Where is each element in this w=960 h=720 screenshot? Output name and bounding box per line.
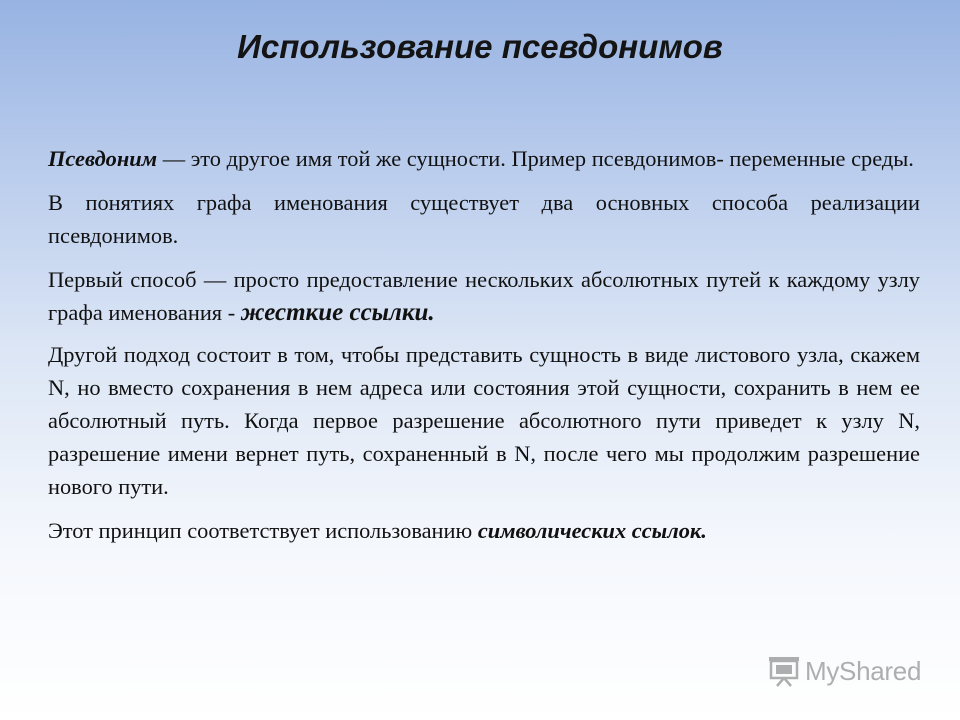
slide-title: Использование псевдонимов [237,28,723,65]
hard-links-period: . [428,299,435,326]
paragraph-symbolic-links [48,514,920,547]
watermark-logo [767,655,921,687]
paragraph-methods-text: В понятиях графа именования существует два основных способа реализации псевдонимов. [48,190,920,248]
paragraph-hard-links [48,263,920,329]
paragraph-hard-links-text: Первый способ — просто предоставление нескольких абсолютных путей к каждому узлу графа именования - [48,267,920,325]
term-pseudonym: Псевдоним [48,146,158,171]
paragraph-definition [48,142,920,175]
paragraph-symbolic-links-text: Этот принцип соответствует использованию [48,518,478,543]
term-hard-links: жесткие ссылки [240,299,429,326]
paragraph-methods [48,186,920,252]
slide-body [48,142,920,558]
paragraph-symbolic-approach [48,338,920,503]
watermark-label: MyShared [805,655,922,686]
projector-screen-icon [767,655,801,687]
paragraph-definition-text: — это другое имя той же сущности. Пример псевдонимов- переменные среды. [157,146,914,171]
paragraph-symbolic-approach-text: Другой подход состоит в том, чтобы представить сущность в виде листового узла, скажем N, но вместо сохранения в нем адреса или состояния этой сущности, сохранить в нем ее абсолютный путь. Когда первое разрешение абсолютного пути приведет к узлу N, разрешение имени вернет путь, сохраненный в N, после чего мы продолжим разрешение нового пути. [48,342,920,499]
term-symbolic-links: символических ссылок. [477,518,707,543]
